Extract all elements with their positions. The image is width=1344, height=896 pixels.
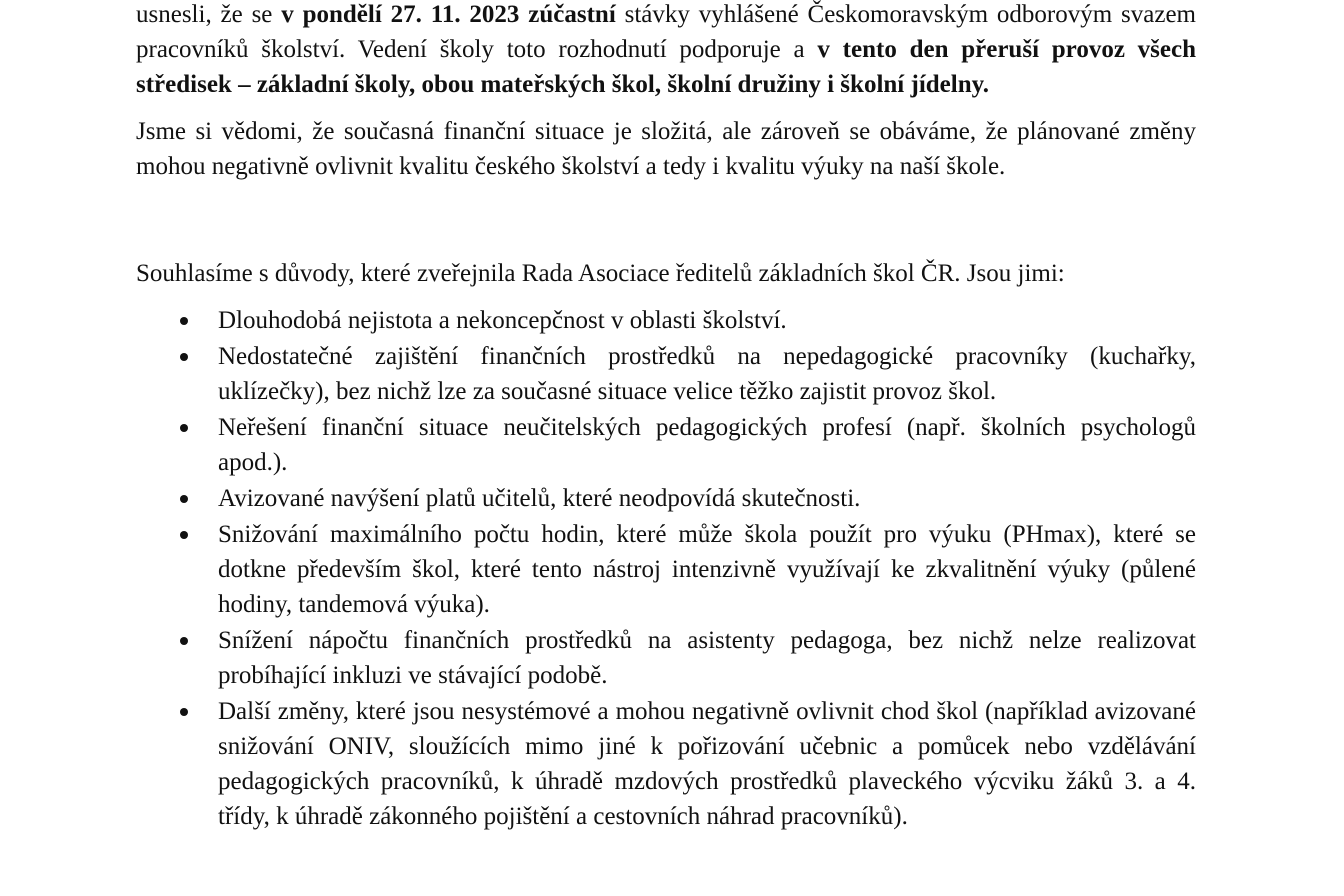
list-item-text: Nedostatečné zajištění finančních prostředků na nepedagogické pracovníky (kuchařky, uklízečky), bez nichž lze za současné situace velice těžko zajistit provoz škol. [218,343,1196,405]
paragraph-text: stávky vyhlášené Českomoravským odborovým svazem pracovníků školství. Vedení školy toto rozhodnutí podporuje a [136,1,1196,63]
document-body [136,0,1196,835]
bullet-icon [180,495,188,503]
strike-date-emphasis: v pondělí 27. 11. 2023 zúčastní [281,1,616,28]
list-item [136,339,1196,409]
reasons-list [136,303,1196,834]
strike-announcement-paragraph [136,0,1196,102]
closure-emphasis: v tento den přeruší provoz všech středisek – základní školy, obou mateřských škol, školní družiny i školní jídelny. [136,36,1196,98]
list-item [136,517,1196,622]
bullet-icon [180,531,188,539]
bullet-icon [180,637,188,645]
bullet-icon [180,424,188,432]
bullet-icon [180,353,188,361]
list-item [136,694,1196,834]
bullet-icon [180,708,188,716]
list-item-text: Snižování maximálního počtu hodin, které může škola použít pro výuku (PHmax), které se dotkne především škol, které tento nástroj intenzivně využívají ke zkvalitnění výuky (půlené hodiny, tandemová výuka). [218,521,1196,618]
bullet-icon [180,317,188,325]
list-item-text: Avizované navýšení platů učitelů, které neodpovídá skutečnosti. [218,485,861,512]
list-item-text: Neřešení finanční situace neučitelských pedagogických profesí (např. školních psychologů apod.). [218,414,1196,476]
paragraph-text: usnesli, že se [136,1,282,28]
list-item [136,410,1196,480]
list-item [136,623,1196,693]
list-item-text: Dlouhodobá nejistota a nekoncepčnost v oblasti školství. [218,307,787,334]
reasons-intro-paragraph: Souhlasíme s důvody, které zveřejnila Rada Asociace ředitelů základních škol ČR. Jsou jimi: [136,260,1065,287]
list-item [136,303,1196,338]
list-item [136,481,1196,516]
list-item-text: Snížení nápočtu finančních prostředků na asistenty pedagoga, bez nichž nelze realizovat probíhající inkluzi ve stávající podobě. [218,627,1196,689]
financial-situation-paragraph: Jsme si vědomi, že současná finanční situace je složitá, ale zároveň se obáváme, že plánované změny mohou negativně ovlivnit kvalitu českého školství a tedy i kvalitu výuky na naší škole. [136,118,1196,180]
list-item-text: Další změny, které jsou nesystémové a mohou negativně ovlivnit chod škol (například avizované snižování ONIV, sloužících mimo jiné k pořizování učebnic a pomůcek nebo vzdělávání pedagogických pracovníků, k úhradě mzdových prostředků plaveckého výcviku žáků 3. a 4. třídy, k úhradě zákonného pojištění a cestovních náhrad pracovníků). [218,698,1196,830]
